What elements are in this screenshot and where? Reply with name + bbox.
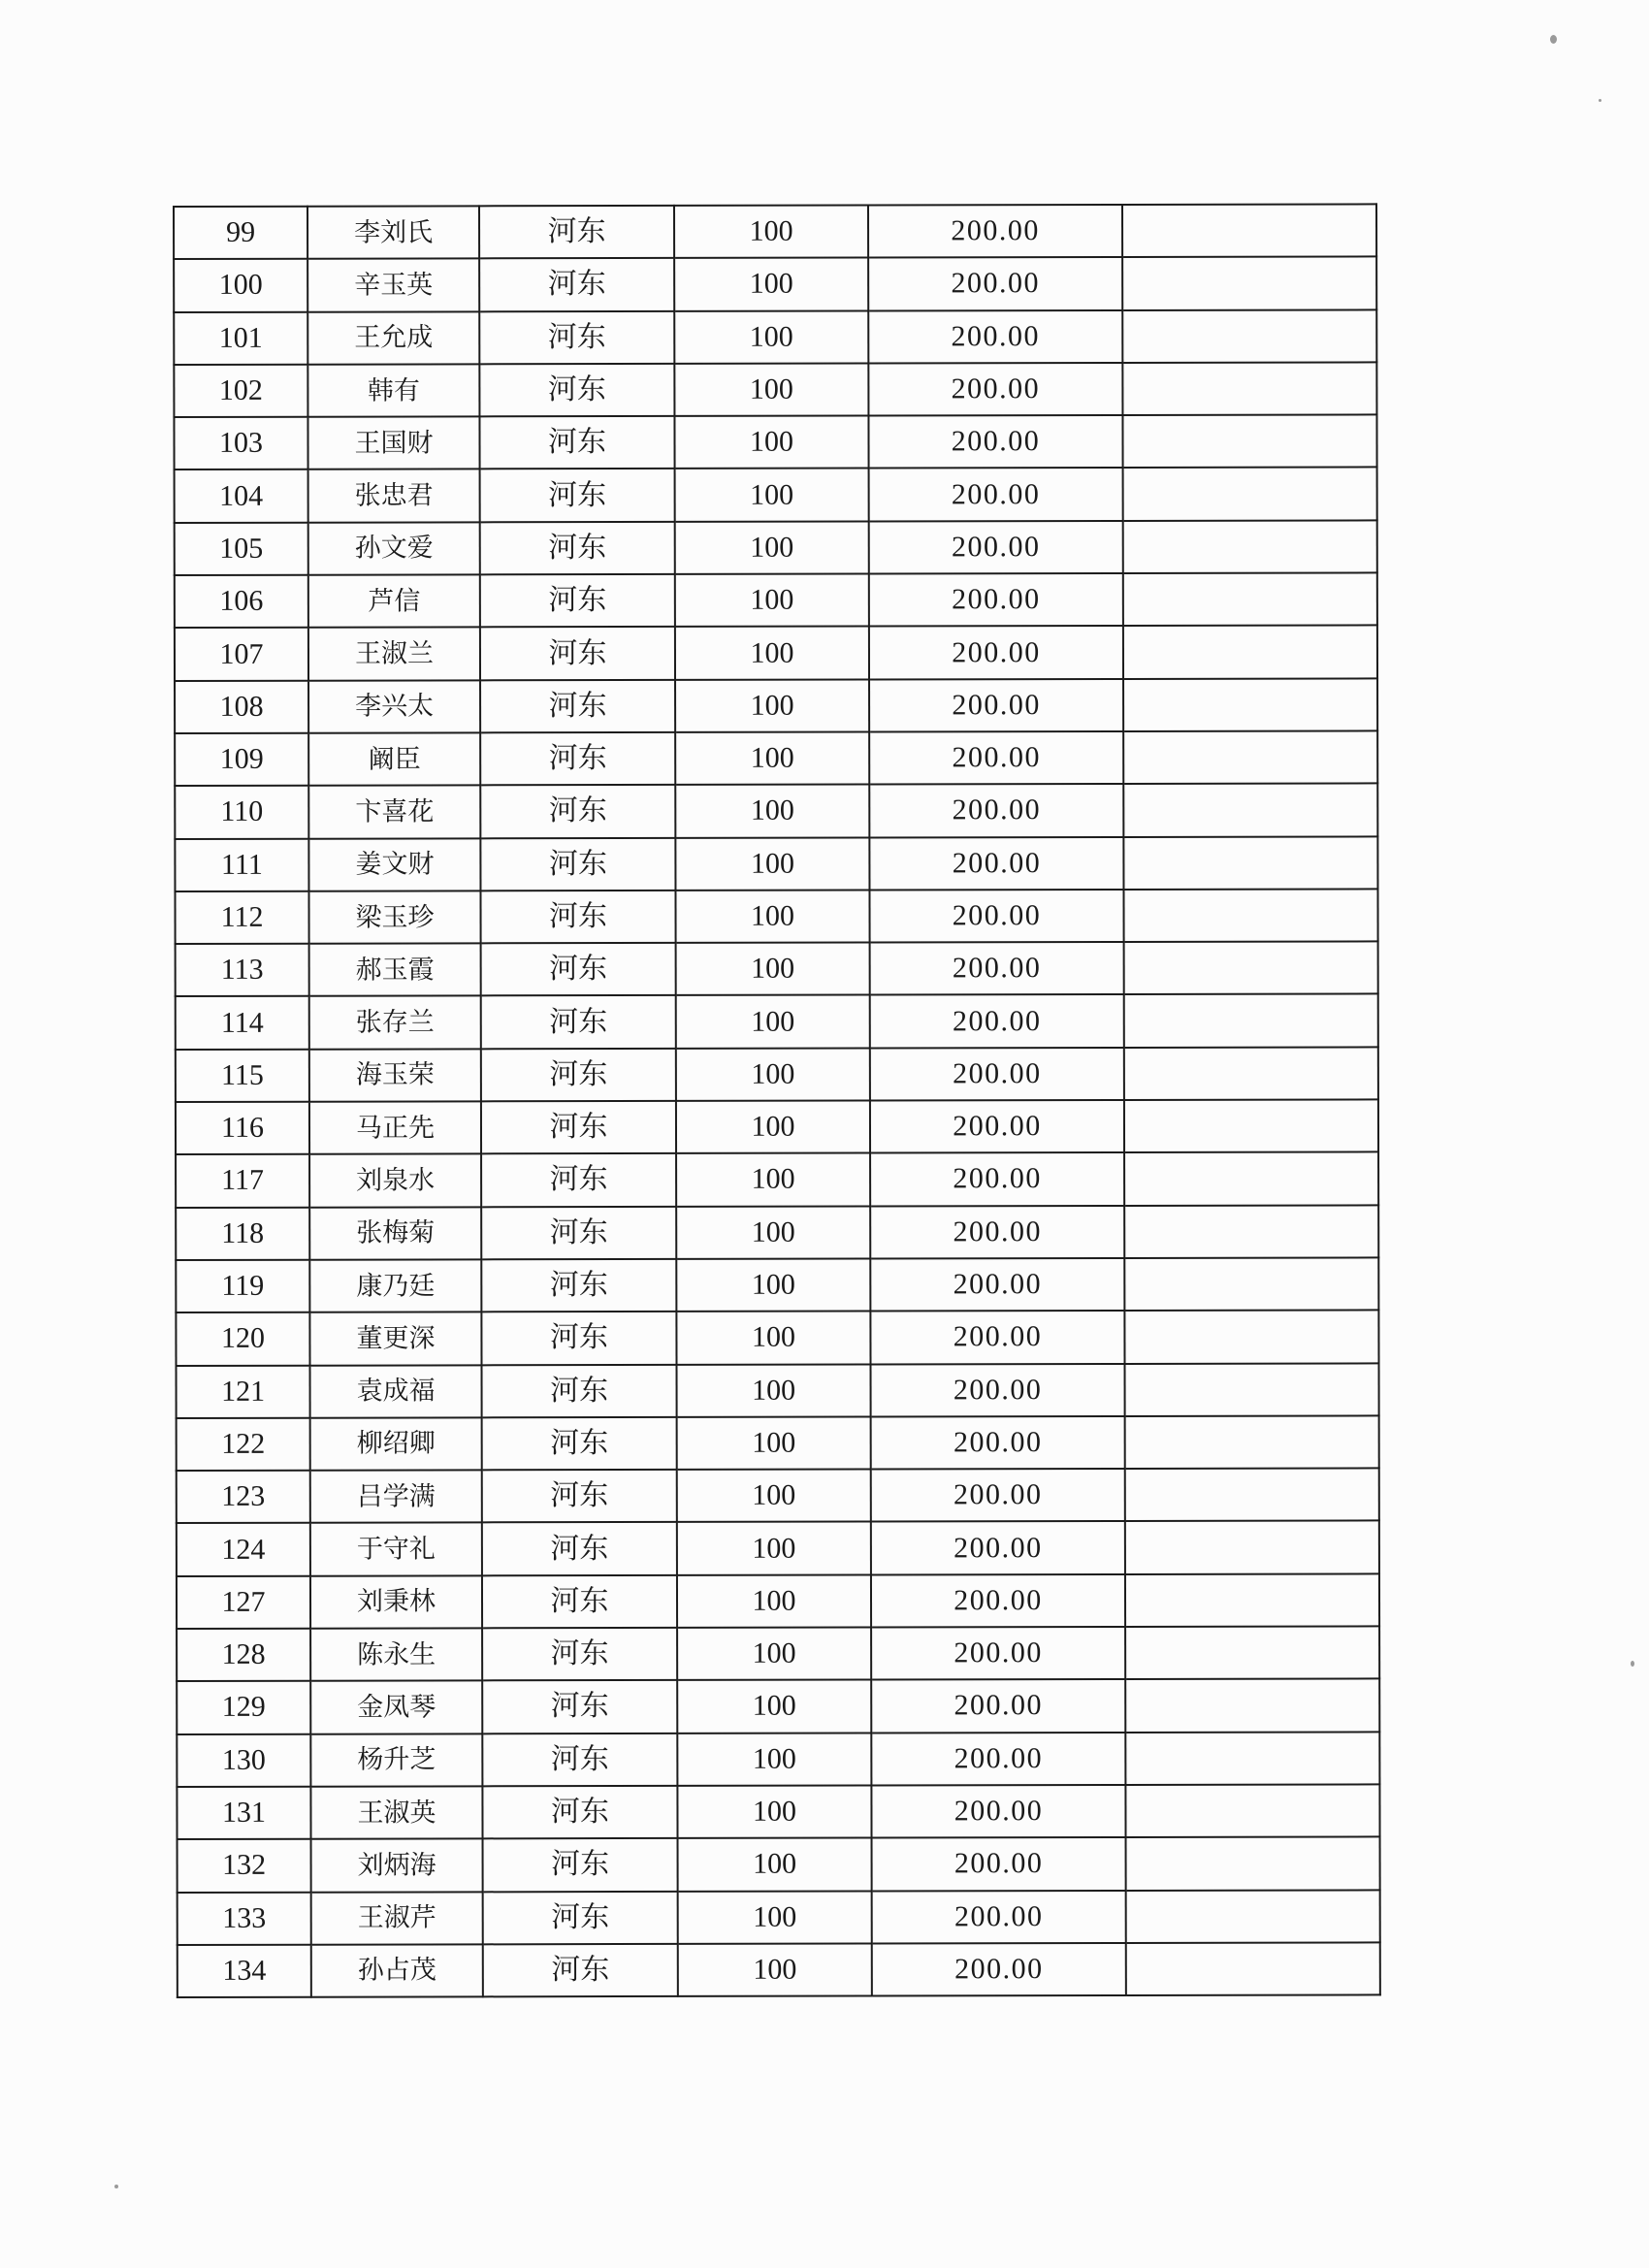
cell-number: 128 <box>177 1629 310 1682</box>
cell-area: 河东 <box>483 1944 678 1997</box>
cell-note <box>1124 1099 1378 1152</box>
cell-note <box>1123 572 1377 626</box>
cell-note <box>1123 626 1377 679</box>
cell-area: 河东 <box>482 1628 677 1681</box>
cell-quantity: 100 <box>674 205 868 258</box>
table-row <box>176 1152 1378 1208</box>
table-row <box>177 1415 1379 1471</box>
cell-name: 郝玉霞 <box>309 943 481 996</box>
table-row <box>175 626 1377 681</box>
cell-quantity: 100 <box>676 1153 870 1207</box>
cell-amount: 200.00 <box>870 942 1124 995</box>
cell-amount: 200.00 <box>872 1837 1126 1891</box>
cell-amount: 200.00 <box>872 1943 1126 1996</box>
cell-amount: 200.00 <box>868 257 1122 310</box>
cell-number: 108 <box>175 680 308 733</box>
table-row <box>174 362 1376 417</box>
cell-quantity: 100 <box>674 416 868 470</box>
cell-amount: 200.00 <box>869 521 1123 574</box>
cell-area: 河东 <box>480 837 675 891</box>
cell-note <box>1125 1626 1379 1679</box>
cell-name: 姜文财 <box>308 838 480 891</box>
cell-quantity: 100 <box>676 1101 870 1154</box>
cell-name: 芦信 <box>308 574 480 628</box>
cell-name: 刘泉水 <box>309 1154 481 1208</box>
cell-note <box>1123 784 1377 837</box>
cell-amount: 200.00 <box>871 1627 1125 1680</box>
cell-amount: 200.00 <box>871 1521 1125 1574</box>
cell-quantity: 100 <box>675 890 869 943</box>
cell-note <box>1126 1837 1380 1891</box>
cell-name: 吕学满 <box>310 1470 482 1523</box>
cell-note <box>1125 1573 1379 1627</box>
cell-note <box>1125 1784 1379 1837</box>
cell-amount: 200.00 <box>871 1679 1125 1733</box>
cell-amount: 200.00 <box>871 1416 1125 1470</box>
cell-name: 张忠君 <box>308 470 480 523</box>
cell-area: 河东 <box>481 1259 676 1312</box>
cell-number: 114 <box>176 996 309 1050</box>
cell-area: 河东 <box>483 1891 678 1944</box>
cell-number: 123 <box>177 1471 310 1524</box>
cell-name: 马正先 <box>309 1101 481 1154</box>
cell-area: 河东 <box>480 522 675 575</box>
cell-amount: 200.00 <box>868 310 1122 364</box>
cell-name: 董更深 <box>309 1312 481 1366</box>
cell-name: 李刘氏 <box>307 206 479 259</box>
cell-number: 132 <box>178 1839 311 1893</box>
cell-number: 121 <box>177 1365 310 1418</box>
scan-speck <box>1599 99 1601 102</box>
scan-speck <box>1631 1661 1634 1667</box>
table-row <box>178 1890 1380 1945</box>
cell-number: 109 <box>175 733 308 787</box>
roster-table-body <box>174 204 1380 1997</box>
cell-name: 康乃廷 <box>309 1259 481 1312</box>
cell-area: 河东 <box>481 1049 676 1102</box>
cell-number: 103 <box>174 417 307 470</box>
cell-number: 115 <box>176 1049 309 1102</box>
cell-name: 孙文爱 <box>308 522 480 575</box>
cell-quantity: 100 <box>674 310 868 364</box>
table-row <box>177 1573 1379 1629</box>
cell-name: 韩有 <box>307 364 479 417</box>
cell-note <box>1125 1363 1379 1416</box>
cell-name: 陈永生 <box>310 1628 482 1681</box>
cell-name: 张存兰 <box>309 996 481 1050</box>
cell-number: 112 <box>175 891 308 945</box>
cell-quantity: 100 <box>674 363 868 416</box>
cell-name: 李兴太 <box>308 680 480 733</box>
cell-note <box>1125 1415 1379 1469</box>
cell-number: 100 <box>174 259 307 312</box>
cell-name: 王淑兰 <box>308 628 480 681</box>
cell-quantity: 100 <box>678 1943 872 1996</box>
cell-quantity: 100 <box>676 1206 870 1259</box>
table-row <box>177 1784 1379 1839</box>
cell-number: 117 <box>176 1154 309 1208</box>
cell-amount: 200.00 <box>870 1152 1124 1206</box>
cell-area: 河东 <box>481 995 676 1049</box>
table-row <box>177 1363 1379 1418</box>
cell-quantity: 100 <box>675 731 869 785</box>
cell-amount: 200.00 <box>870 1258 1124 1312</box>
cell-area: 河东 <box>483 1838 678 1892</box>
cell-number: 119 <box>176 1260 309 1313</box>
cell-number: 113 <box>176 944 309 997</box>
cell-quantity: 100 <box>675 574 869 628</box>
cell-name: 柳绍卿 <box>310 1417 482 1471</box>
cell-area: 河东 <box>481 1312 676 1365</box>
cell-amount: 200.00 <box>871 1733 1125 1786</box>
cell-amount: 200.00 <box>869 837 1123 891</box>
cell-note <box>1122 362 1376 415</box>
cell-quantity: 100 <box>675 679 869 732</box>
table-row <box>175 730 1377 786</box>
table-row <box>178 1837 1380 1893</box>
cell-name: 杨升芝 <box>310 1733 482 1787</box>
cell-number: 120 <box>176 1312 309 1366</box>
cell-name: 王国财 <box>307 417 479 470</box>
cell-amount: 200.00 <box>870 1100 1124 1153</box>
cell-amount: 200.00 <box>869 573 1123 627</box>
cell-note <box>1125 1732 1379 1785</box>
cell-amount: 200.00 <box>870 1048 1124 1101</box>
cell-number: 129 <box>177 1681 310 1734</box>
cell-amount: 200.00 <box>871 1363 1125 1416</box>
cell-area: 河东 <box>481 1207 676 1260</box>
cell-amount: 200.00 <box>869 890 1123 943</box>
table-row <box>176 1257 1378 1312</box>
table-row <box>174 257 1376 312</box>
cell-quantity: 100 <box>677 1470 871 1523</box>
cell-note <box>1123 889 1377 942</box>
cell-amount: 200.00 <box>869 731 1123 785</box>
cell-quantity: 100 <box>678 1838 872 1892</box>
cell-quantity: 100 <box>677 1574 871 1628</box>
cell-area: 河东 <box>479 258 674 311</box>
cell-note <box>1123 678 1377 731</box>
cell-note <box>1123 520 1377 573</box>
cell-note <box>1122 257 1376 310</box>
cell-amount: 200.00 <box>870 1311 1124 1364</box>
table-row <box>178 1942 1380 1997</box>
cell-area: 河东 <box>480 732 675 786</box>
cell-quantity: 100 <box>675 627 869 680</box>
cell-number: 105 <box>175 522 308 575</box>
cell-amount: 200.00 <box>869 468 1123 521</box>
table-row <box>176 1099 1378 1154</box>
cell-quantity: 100 <box>676 995 870 1049</box>
table-row <box>175 678 1377 733</box>
cell-name: 刘秉林 <box>310 1575 482 1629</box>
cell-quantity: 100 <box>677 1733 871 1786</box>
cell-name: 王淑芹 <box>311 1892 483 1945</box>
cell-number: 116 <box>176 1102 309 1155</box>
cell-area: 河东 <box>480 680 675 733</box>
cell-name: 刘炳海 <box>311 1839 483 1893</box>
cell-number: 104 <box>175 470 308 523</box>
cell-number: 133 <box>178 1892 311 1945</box>
cell-quantity: 100 <box>678 1891 872 1944</box>
table-row <box>177 1626 1379 1681</box>
cell-name: 张梅菊 <box>309 1207 481 1260</box>
cell-amount: 200.00 <box>868 205 1122 258</box>
cell-note <box>1124 1152 1378 1206</box>
cell-amount: 200.00 <box>869 784 1123 837</box>
cell-number: 111 <box>175 838 308 891</box>
cell-note <box>1122 204 1376 257</box>
cell-number: 124 <box>177 1523 310 1576</box>
cell-note <box>1124 1205 1378 1258</box>
table-row <box>177 1469 1379 1524</box>
cell-area: 河东 <box>480 469 675 522</box>
scan-speck <box>1550 35 1557 44</box>
cell-note <box>1126 1942 1380 1995</box>
cell-amount: 200.00 <box>871 1574 1125 1628</box>
cell-name: 海玉荣 <box>309 1049 481 1102</box>
cell-number: 127 <box>177 1575 310 1629</box>
table-row <box>174 415 1376 470</box>
cell-number: 110 <box>175 786 308 839</box>
cell-amount: 200.00 <box>871 1469 1125 1522</box>
cell-quantity: 100 <box>676 1258 870 1312</box>
cell-area: 河东 <box>482 1522 677 1575</box>
cell-name: 辛玉英 <box>307 259 479 312</box>
table-row <box>176 1311 1378 1366</box>
cell-number: 131 <box>177 1787 310 1840</box>
cell-quantity: 100 <box>677 1364 871 1417</box>
table-row <box>176 1205 1378 1260</box>
cell-quantity: 100 <box>675 521 869 574</box>
cell-note <box>1125 1521 1379 1574</box>
cell-number: 130 <box>177 1733 310 1787</box>
cell-area: 河东 <box>480 627 675 680</box>
cell-area: 河东 <box>482 1470 677 1523</box>
cell-area: 河东 <box>479 364 674 417</box>
cell-number: 118 <box>176 1207 309 1260</box>
cell-area: 河东 <box>482 1417 677 1471</box>
cell-quantity: 100 <box>674 258 868 311</box>
cell-area: 河东 <box>480 574 675 628</box>
cell-number: 134 <box>178 1945 311 1998</box>
roster-table <box>173 203 1381 1998</box>
cell-number: 122 <box>177 1418 310 1472</box>
cell-area: 河东 <box>482 1364 677 1417</box>
cell-quantity: 100 <box>677 1416 871 1470</box>
cell-name: 梁玉珍 <box>308 891 480 944</box>
cell-name: 卞喜花 <box>308 786 480 839</box>
cell-note <box>1124 1311 1378 1364</box>
cell-note <box>1125 1469 1379 1522</box>
cell-note <box>1124 1047 1378 1100</box>
cell-number: 107 <box>175 628 308 681</box>
table-row <box>176 942 1378 997</box>
cell-note <box>1122 415 1376 469</box>
cell-area: 河东 <box>481 1153 676 1207</box>
scan-speck <box>114 2185 118 2188</box>
cell-quantity: 100 <box>677 1522 871 1575</box>
cell-area: 河东 <box>482 1575 677 1629</box>
cell-name: 王淑英 <box>310 1786 482 1839</box>
cell-area: 河东 <box>482 1733 677 1787</box>
cell-quantity: 100 <box>675 785 869 838</box>
cell-quantity: 100 <box>675 469 869 522</box>
cell-name: 王允成 <box>307 311 479 365</box>
cell-quantity: 100 <box>676 943 870 996</box>
cell-quantity: 100 <box>676 1312 870 1365</box>
cell-area: 河东 <box>481 943 676 996</box>
cell-note <box>1122 309 1376 363</box>
cell-amount: 200.00 <box>870 994 1124 1048</box>
table-row <box>175 572 1377 628</box>
cell-area: 河东 <box>482 1786 677 1839</box>
cell-note <box>1124 994 1378 1048</box>
cell-number: 101 <box>174 311 307 365</box>
cell-name: 孙占茂 <box>311 1944 483 1997</box>
cell-amount: 200.00 <box>872 1890 1126 1943</box>
cell-name: 金凤琴 <box>310 1681 482 1734</box>
cell-name: 袁成福 <box>310 1365 482 1418</box>
cell-note <box>1123 836 1377 890</box>
table-row <box>175 520 1377 575</box>
table-row <box>176 1047 1378 1102</box>
cell-quantity: 100 <box>677 1680 871 1733</box>
cell-area: 河东 <box>480 891 675 944</box>
cell-quantity: 100 <box>676 1048 870 1101</box>
cell-amount: 200.00 <box>871 1785 1125 1838</box>
table-row <box>175 784 1377 839</box>
cell-area: 河东 <box>479 311 674 365</box>
cell-area: 河东 <box>479 206 674 259</box>
cell-area: 河东 <box>482 1680 677 1733</box>
cell-name: 于守礼 <box>310 1523 482 1576</box>
cell-note <box>1123 730 1377 784</box>
cell-note <box>1124 942 1378 995</box>
cell-note <box>1126 1890 1380 1943</box>
table-row <box>174 204 1376 259</box>
cell-number: 106 <box>175 575 308 629</box>
cell-number: 99 <box>174 207 307 260</box>
cell-amount: 200.00 <box>868 415 1122 469</box>
cell-amount: 200.00 <box>869 626 1123 679</box>
cell-quantity: 100 <box>675 837 869 891</box>
cell-name: 阚臣 <box>308 732 480 786</box>
table-row <box>177 1732 1379 1787</box>
table-row <box>174 309 1376 365</box>
cell-quantity: 100 <box>677 1628 871 1681</box>
cell-note <box>1124 1257 1378 1311</box>
cell-quantity: 100 <box>677 1785 871 1838</box>
cell-area: 河东 <box>481 1101 676 1154</box>
table-row <box>177 1679 1379 1734</box>
cell-area: 河东 <box>480 785 675 838</box>
table-row <box>175 889 1377 944</box>
cell-note <box>1125 1679 1379 1733</box>
table-row <box>177 1521 1379 1576</box>
table-row <box>176 994 1378 1050</box>
table-row <box>175 836 1377 891</box>
cell-note <box>1123 468 1377 521</box>
cell-amount: 200.00 <box>868 363 1122 416</box>
cell-number: 102 <box>174 365 307 418</box>
cell-amount: 200.00 <box>869 679 1123 732</box>
table-row <box>175 468 1377 523</box>
cell-amount: 200.00 <box>870 1206 1124 1259</box>
cell-area: 河东 <box>479 416 674 470</box>
